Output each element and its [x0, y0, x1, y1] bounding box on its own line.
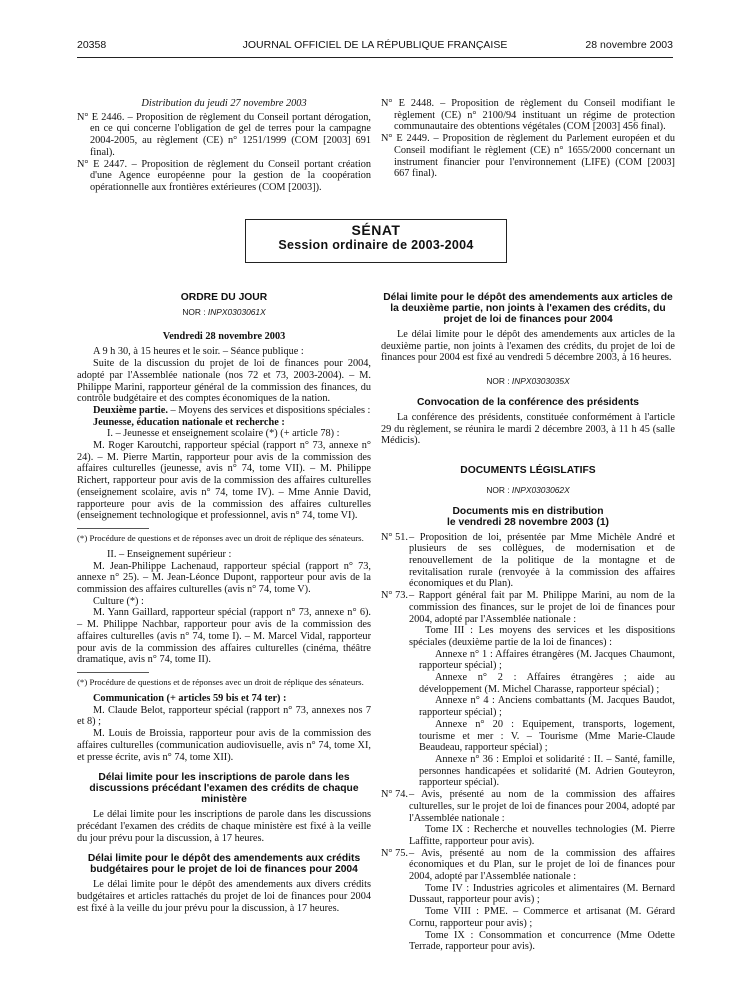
left-top-column — [77, 98, 371, 194]
entry-e2449 — [381, 133, 675, 180]
nor-line-3 — [381, 485, 675, 497]
entry-text: – Proposition de règlement du Conseil modifiant le règlement (CE) n° 2100/94 instituant un régime de protection communautaire des obtentions végétales (COM [2003] 456 final). — [394, 98, 675, 133]
annexe-20: Annexe n° 20 : Equipement, transports, logement, tourisme et mer : V. – Tourisme (Mme Marie-Claude Beaudeau, rapporteur spécial) ; — [419, 718, 675, 754]
header-date: 28 novembre 2003 — [585, 39, 673, 51]
entry-e2447 — [77, 159, 371, 194]
seance-time: A 9 h 30, à 15 heures et le soir. – Séance publique : — [93, 346, 304, 358]
entry-text: – Proposition de règlement du Parlement européen et du Conseil modifiant le règlement (CE) n° 1655/2000 concernant un instrument financier pour l'environnement (LIFE) (COM [2003] 667 final). — [394, 133, 675, 180]
communication-text-1: M. Claude Belot, rapporteur spécial (rapport n° 73, annexes nos 7 et 8) ; — [77, 704, 371, 728]
day-heading: Vendredi 28 novembre 2003 — [162, 330, 286, 342]
entry-number: N° E 2446. — [77, 111, 125, 123]
document-text: – Proposition de loi, présentée par Mme Michèle André et plusieurs de ses collègues, de modernisation et de renouvellement de la politique de la montagne et de revitalisation rurale (renvoyée à la commission des affaires économiques et du Plan). — [409, 531, 675, 590]
nor-label: NOR : — [486, 484, 510, 495]
delai-credits-title: Délai limite pour le dépôt des amendements aux crédits budgétaires pour le projet de loi de finances pour 2004 — [87, 853, 361, 876]
footnote-2: (*) Procédure de questions et de réponses avec un droit de réplique des sénateurs. — [77, 676, 364, 687]
culture-text: M. Yann Gaillard, rapporteur spécial (rapport n° 73, annexe n° 6). – M. Philippe Nachbar, rapporteur pour avis de la commission des affaires culturelles (avis n° 74, tome I). – M. Marcel Vidal, rapporteur pour avis de la commission des affaires culturelles (cinéma, théâtre dramatique, avis n° 74, tome II). — [77, 607, 371, 666]
document-75-tome-iv: Tome IV : Industries agricoles et alimentaires (M. Bernard Dussaut, rapporteur pour avis) ; — [409, 882, 675, 906]
delai-articles-title: Délai limite pour le dépôt des amendements aux articles de la deuxième partie, non joints à l'examen des crédits, du projet de loi de finances pour 2004 — [383, 292, 673, 325]
nor-code: INPX0303035X — [511, 376, 570, 387]
entry-e2448 — [381, 98, 675, 133]
entry-e2446 — [77, 112, 371, 159]
senat-subtitle: Session ordinaire de 2003-2004 — [278, 237, 474, 252]
document-74-tome: Tome IX : Recherche et nouvelles technologies (M. Pierre Laffitte, rapporteur pour avis). — [409, 824, 675, 847]
nor-line-2 — [381, 376, 675, 388]
document-51 — [381, 532, 675, 591]
communication-text-2: M. Louis de Broissia, rapporteur pour avis de la commission des affaires culturelles (communication audiovisuelle, avis n° 74, tome XI, et presse écrite, avis n° 74, tome XII). — [77, 728, 371, 763]
entry-text: – Proposition de règlement du Conseil portant dérogation, en ce qui concerne l'obligation de gel de terres pour la campagne 2004-2005, au règlement (CE) n° 1251/1999 (COM [2003] 691 final). — [90, 111, 372, 158]
footnote-separator — [77, 528, 149, 529]
deuxieme-text: – Moyens des services et dispositions spéciales : — [167, 404, 371, 416]
nor-label: NOR : — [486, 376, 510, 387]
right-column — [381, 292, 675, 953]
document-text: – Avis, présenté au nom de la commission des affaires culturelles, sur le projet de loi de finances pour 2004, adopté par l'Assemblée nationale : — [409, 789, 675, 824]
section-2-text: M. Jean-Philippe Lachenaud, rapporteur spécial (rapport n° 73, annexe n° 25). – M. Jean-Léonce Dupont, rapporteur pour avis de la commission des affaires culturelles (avis n° 74, tome V). — [77, 560, 371, 596]
documents-subtitle-1: Documents mis en distribution — [452, 505, 604, 517]
right-top-column — [381, 98, 675, 180]
footnote-1: (*) Procédure de questions et de réponses avec un droit de réplique des sénateurs. — [77, 532, 364, 543]
section-1-title: I. – Jeunesse et enseignement scolaire (*) (+ article 78) : — [107, 428, 340, 440]
ordre-du-jour-title: ORDRE DU JOUR — [180, 292, 268, 303]
annexe-4: Annexe n° 4 : Anciens combattants (M. Jacques Baudot, rapporteur spécial) ; — [419, 695, 675, 719]
culture-heading: Culture (*) : — [93, 595, 144, 607]
annexe-1: Annexe n° 1 : Affaires étrangères (M. Jacques Chaumont, rapporteur spécial) ; — [419, 648, 675, 672]
section-2-title: II. – Enseignement supérieur : — [107, 548, 232, 560]
annexe-36: Annexe n° 36 : Emploi et solidarité : II. – Santé, famille, personnes handicapées et solidarité (M. Adrien Gouteyron, rapporteur spécial). — [419, 753, 675, 789]
annexe-2: Annexe n° 2 : Affaires étrangères ; aide au développement (M. Michel Charasse, rapporteur spécial) ; — [419, 672, 675, 695]
header-rule — [77, 57, 673, 58]
document-74 — [381, 789, 675, 824]
document-number: N° 75. — [381, 847, 408, 859]
distribution-date: Distribution du jeudi 27 novembre 2003 — [141, 98, 307, 109]
journal-title: JOURNAL OFFICIEL DE LA RÉPUBLIQUE FRANÇAISE — [242, 39, 508, 51]
delai-inscriptions-title: Délai limite pour les inscriptions de parole dans les discussions précédant l'examen des crédits de chaque ministère — [89, 772, 359, 806]
document-75-tome-viii: Tome VIII : PME. – Commerce et artisanat (M. Gérard Cornu, rapporteur pour avis) ; — [409, 906, 675, 929]
convocation-text: La conférence des présidents, constituée conformément à l'article 29 du règlement, se réunira le mardi 2 décembre 2003, à 11 h 45 (salle Médicis). — [381, 411, 675, 447]
entry-number: N° E 2449. — [381, 133, 430, 145]
jeunesse-heading: Jeunesse, éducation nationale et recherche : — [93, 416, 285, 428]
document-75 — [381, 848, 675, 883]
entry-text: – Proposition de règlement du Conseil portant création d'une Agence européenne pour la gestion de la coopération opérationnelle aux frontières extérieures (COM [2003]). — [90, 158, 371, 193]
deuxieme-partie — [77, 405, 371, 417]
documents-title: DOCUMENTS LÉGISLATIFS — [460, 464, 596, 476]
senat-title: SÉNAT — [351, 222, 401, 238]
nor-line — [77, 307, 371, 319]
nor-code: INPX0303061X — [207, 307, 266, 317]
entry-number: N° E 2447. — [77, 158, 128, 170]
section-1-text: M. Roger Karoutchi, rapporteur spécial (rapport n° 73, annexe n° 24). – M. Pierre Martin, rapporteur pour avis de la commission des affaires culturelles (jeunesse, avis n° 74, tome VII). – M. Philippe Richert, rapporteur pour avis de la commission des affaires culturelles (enseignement scolaire, avis n° 74, tome IV). – Mme Annie David, rapporteure pour avis de la commission des affaires culturelles (enseignement technologique et professionnel, avis n° 74, tome VI). — [77, 440, 371, 522]
document-75-tome-ix: Tome IX : Consommation et concurrence (Mme Odette Terrade, rapporteur pour avis). — [409, 929, 675, 953]
document-number: N° 73. — [381, 590, 408, 602]
document-text: – Avis, présenté au nom de la commission des affaires économiques et du Plan, sur le projet de loi de finances pour 2004, adopté par l'Assemblée nationale : — [409, 847, 675, 883]
delai-inscriptions-text: Le délai limite pour les inscriptions de parole dans les discussions précédant l'examen des crédits de chaque ministère est fixé à la veille du jour prévu pour la discussion, à 17 heures. — [77, 809, 371, 844]
document-text: – Rapport général fait par M. Philippe Marini, au nom de la commission des finances, sur le projet de loi de finances pour 2004, adopté par l'Assemblée nationale : — [409, 590, 675, 625]
seance-text: Suite de la discussion du projet de loi de finances pour 2004, adopté par l'Assemblée nationale (nos 72 et 73, 2003-2004). – M. Philippe Marini, rapporteur général de la commission des finances, du contrôle budgétaire et des comptes économiques de la nation. — [77, 358, 371, 405]
delai-articles-text: Le délai limite pour le dépôt des amendements aux articles de la deuxième partie, non joints à l'examen des crédits, du projet de loi de finances pour 2004 est fixé au vendredi 5 décembre 2003, à 16 heures. — [381, 329, 675, 364]
nor-label: NOR : — [182, 307, 206, 317]
document-number: N° 74. — [381, 789, 408, 801]
page-header — [77, 40, 673, 54]
senat-box — [245, 219, 507, 263]
document-73-tome: Tome III : Les moyens des services et les dispositions spéciales (deuxième partie de la loi de finances) : — [409, 625, 675, 648]
page-number: 20358 — [77, 39, 107, 51]
documents-subtitle-2: le vendredi 28 novembre 2003 (1) — [447, 516, 609, 528]
document-number: N° 51. — [381, 531, 408, 543]
footnote-separator — [77, 672, 149, 673]
left-column — [77, 292, 371, 914]
communication-heading: Communication (+ articles 59 bis et 74 ter) : — [93, 692, 287, 704]
deuxieme-label: Deuxième partie. — [93, 404, 168, 416]
delai-credits-text: Le délai limite pour le dépôt des amendements aux divers crédits budgétaires et articles rattachés du projet de loi de finances pour 2004 est fixé à la veille du jour prévu pour la discussion, à 17 heures. — [77, 879, 371, 914]
entry-number: N° E 2448. — [381, 98, 435, 109]
convocation-title: Convocation de la conférence des présidents — [416, 396, 640, 408]
document-73 — [381, 590, 675, 625]
nor-code: INPX0303062X — [511, 484, 570, 495]
